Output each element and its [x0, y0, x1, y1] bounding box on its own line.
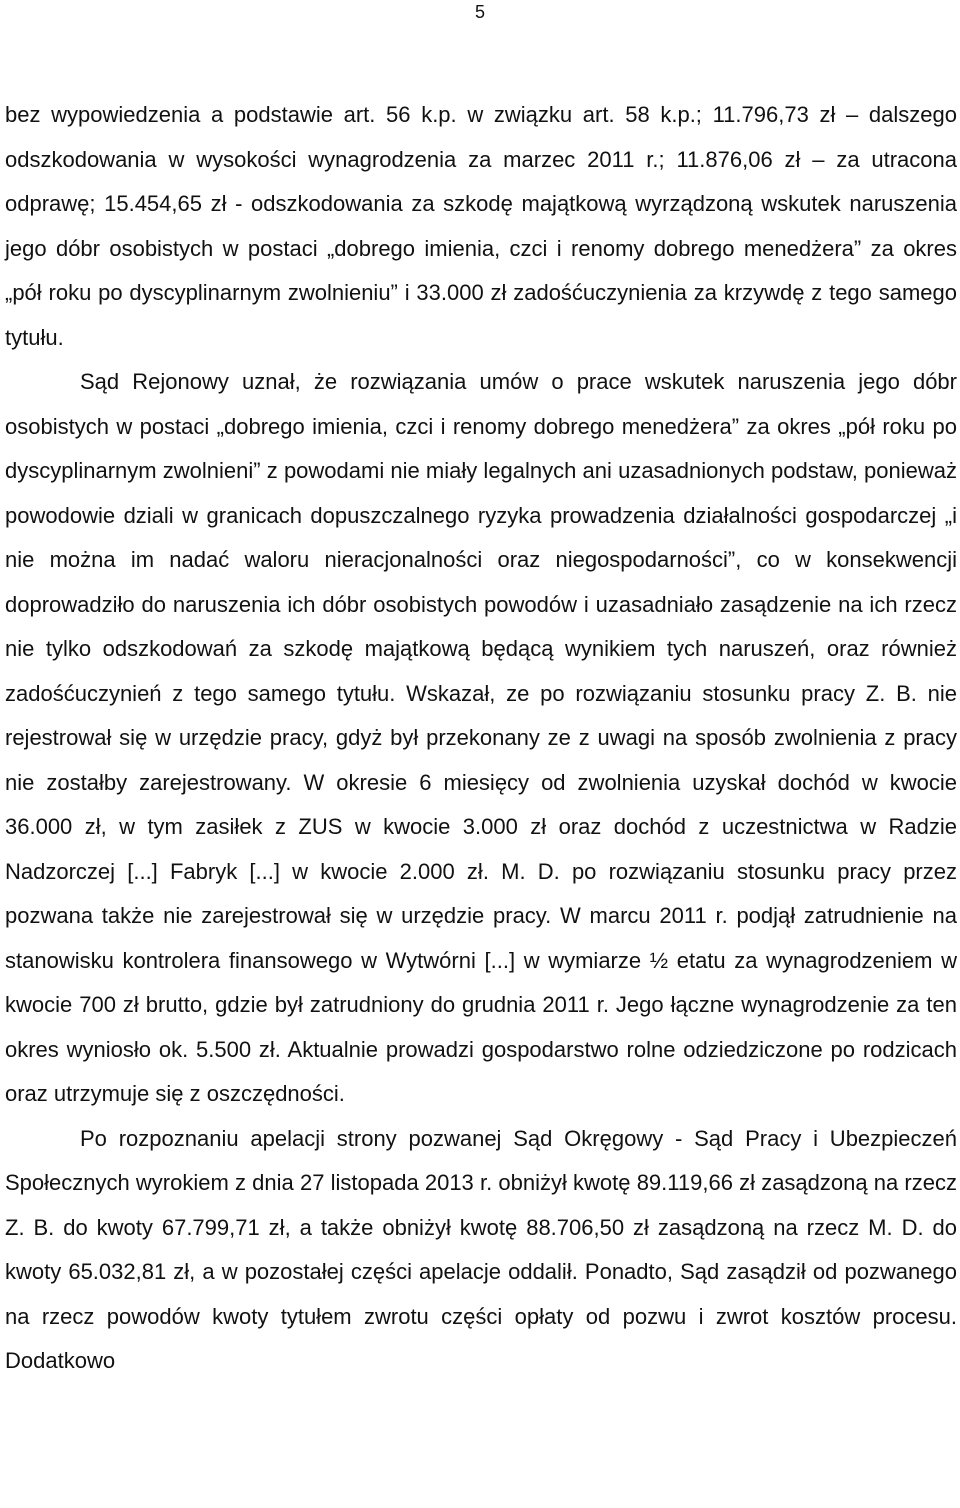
paragraph-continuation: bez wypowiedzenia a podstawie art. 56 k.p. w związku art. 58 k.p.; 11.796,73 zł – dalszego odszkodowania w wysokości wynagrodzenia za marzec 2011 r.; 11.876,06 zł – za utracona odprawę; 15.454,65 zł - odszkodowania za szkodę majątkową wyrządzoną wskutek naruszenia jego dóbr osobistych w postaci „dobrego imienia, czci i renomy dobrego menedżera” za okres „pół roku po dyscyplinarnym zwolnieniu” i 33.000 zł zadośćuczynienia za krzywdę z tego samego tytułu. — [5, 102, 957, 350]
document-body — [5, 93, 957, 1384]
paragraph-regional-court-judgment: Po rozpoznaniu apelacji strony pozwanej Sąd Okręgowy - Sąd Pracy i Ubezpieczeń Społecznych wyrokiem z dnia 27 listopada 2013 r. obniżył kwotę 89.119,66 zł zasądzoną na rzecz Z. B. do kwoty 67.799,71 zł, a także obniżył kwotę 88.706,50 zł zasądzoną na rzecz M. D. do kwoty 65.032,81 zł, a w pozostałej części apelacje oddalił. Ponadto, Sąd zasądził od pozwanego na rzecz powodów kwoty tytułem zwrotu części opłaty od pozwu i zwrot kosztów procesu. Dodatkowo — [5, 1125, 957, 1373]
page-number: 5 — [474, 2, 485, 22]
paragraph-district-court-findings: Sąd Rejonowy uznał, że rozwiązania umów o prace wskutek naruszenia jego dóbr osobistych w postaci „dobrego imienia, czci i renomy dobrego menedżera” za okres „pół roku po dyscyplinarnym zwolnieni” z powodami nie miały legalnych ani uzasadnionych podstaw, ponieważ powodowie dziali w granicach dopuszczalnego ryzyka prowadzenia działalności gospodarczej „i nie można im nadać waloru nieracjonalności oraz niegospodarności”, co w konsekwencji doprowadziło do naruszenia ich dóbr osobistych powodów i uzasadniało zasądzenie na ich rzecz nie tylko odszkodowań za szkodę majątkową będącą wynikiem tych naruszeń, oraz również zadośćuczynień z tego samego tytułu. Wskazał, ze po rozwiązaniu stosunku pracy Z. B. nie rejestrował się w urzędzie pracy, gdyż był przekonany ze z uwagi na sposób zwolnienia z pracy nie zostałby zarejestrowany. W okresie 6 miesięcy od zwolnienia uzyskał dochód w kwocie 36.000 zł, w tym zasiłek z ZUS w kwocie 3.000 zł oraz dochód z uczestnictwa w Radzie Nadzorczej [...] Fabryk [...] w kwocie 2.000 zł. M. D. po rozwiązaniu stosunku pracy przez pozwana także nie zarejestrował się w urzędzie pracy. W marcu 2011 r. podjął zatrudnienie na stanowisku kontrolera finansowego w Wytwórni [...] w wymiarze ½ etatu za wynagrodzeniem w kwocie 700 zł brutto, gdzie był zatrudniony do grudnia 2011 r. Jego łączne wynagrodzenie za ten okres wyniosło ok. 5.500 zł. Aktualnie prowadzi gospodarstwo rolne odziedziczone po rodzicach oraz utrzymuje się z oszczędności. — [5, 369, 957, 1106]
